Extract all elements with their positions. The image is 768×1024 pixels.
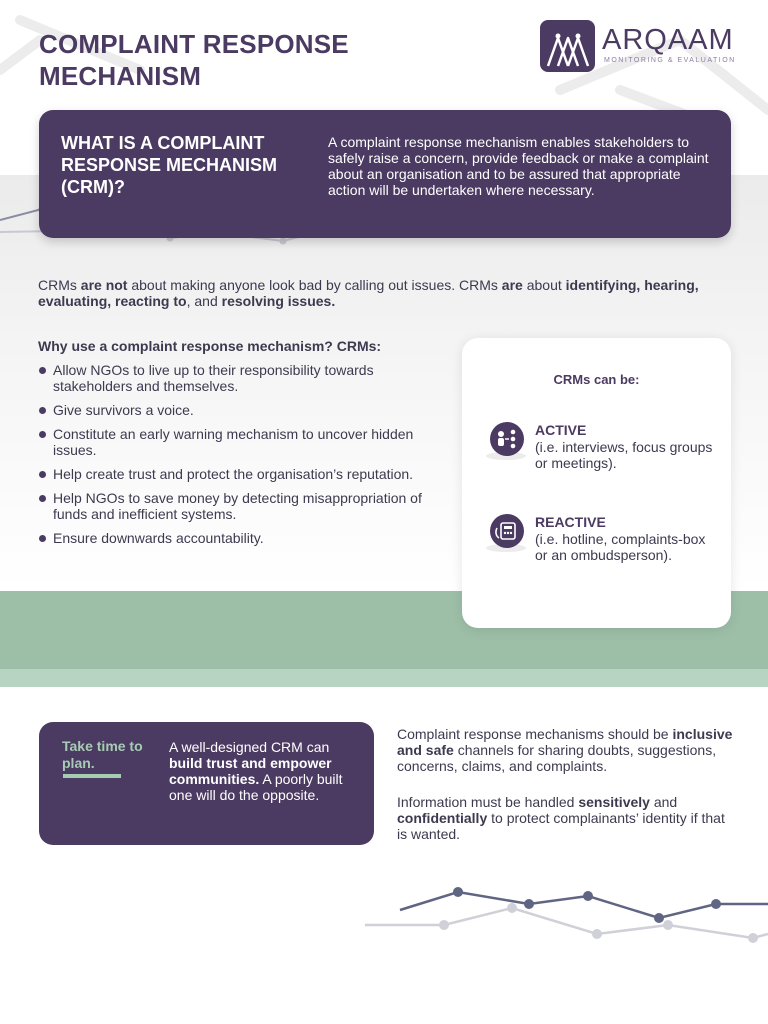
definition-box xyxy=(39,110,731,238)
intro-bold-3: identifying, hearing, evaluating, reacting to xyxy=(38,277,699,309)
plan-bold: build trust and empower communities. xyxy=(169,755,332,787)
list-item: Help NGOs to save money by detecting misappropriation of funds and inefficient systems. xyxy=(38,490,428,522)
intro-bold-1: are not xyxy=(80,277,128,293)
intro-text-1: CRMs xyxy=(38,277,81,293)
handling-text-2: and xyxy=(649,794,678,810)
intro-bold-4: resolving issues. xyxy=(221,293,336,309)
hotline-glyph xyxy=(490,514,524,548)
plan-underline xyxy=(63,774,121,778)
handling-paragraph xyxy=(397,794,737,842)
logo-triangles-icon xyxy=(540,20,595,72)
reactive-title: REACTIVE xyxy=(535,514,606,530)
intro-text-3: about xyxy=(522,277,566,293)
crm-types-heading: CRMs can be: xyxy=(553,372,640,387)
logo-tagline: MONITORING & EVALUATION xyxy=(604,57,736,64)
handling-bold-2: confidentially xyxy=(397,810,488,826)
list-item: Give survivors a voice. xyxy=(38,402,428,418)
intro-bold-2: are xyxy=(501,277,523,293)
crm-types-card xyxy=(462,338,731,628)
plan-box xyxy=(39,722,374,845)
list-item: Ensure downwards accountability. xyxy=(38,530,428,546)
plan-text-2: A poorly built one will do the opposite. xyxy=(169,771,343,803)
list-item: Help create trust and protect the organisation’s reputation. xyxy=(38,466,428,482)
handling-text-3: to protect complainants’ identity if that is wanted. xyxy=(397,810,725,842)
plan-tag: Take time to plan. xyxy=(62,738,143,771)
plan-text-1: A well-designed CRM can xyxy=(169,739,330,755)
definition-question: WHAT IS A COMPLAINT RESPONSE MECHANISM (CRM)? xyxy=(61,133,278,197)
page-title: COMPLAINT RESPONSE MECHANISM xyxy=(39,29,349,91)
why-list xyxy=(38,362,428,554)
active-description: (i.e. interviews, focus groups or meetings). xyxy=(535,439,713,471)
why-heading: Why use a complaint response mechanism? CRMs: xyxy=(38,338,382,354)
intro-text-4: , and xyxy=(186,293,222,309)
people-meeting-icon xyxy=(490,422,524,456)
logo-mark xyxy=(540,20,595,72)
channels-paragraph xyxy=(397,726,737,774)
intro-paragraph xyxy=(38,277,728,309)
reactive-description: (i.e. hotline, complaints-box or an ombudsperson). xyxy=(535,531,706,563)
channels-text-1: Complaint response mechanisms should be xyxy=(397,726,673,742)
hotline-icon xyxy=(490,514,524,548)
people-meeting-glyph xyxy=(490,422,524,456)
arqaam-logo xyxy=(540,20,740,74)
handling-text-1: Information must be handled xyxy=(397,794,579,810)
channels-text-2: channels for sharing doubts, suggestions, concerns, claims, and complaints. xyxy=(397,742,717,774)
list-item: Constitute an early warning mechanism to uncover hidden issues. xyxy=(38,426,428,458)
logo-wordmark: ARQAAM xyxy=(602,24,734,56)
definition-text: A complaint response mechanism enables stakeholders to safely raise a concern, provide feedback or make a complaint about an organisation and to be assured that appropriate action will be undertaken where necessary. xyxy=(328,134,709,198)
plan-text xyxy=(169,739,359,803)
handling-bold-1: sensitively xyxy=(578,794,650,810)
active-title: ACTIVE xyxy=(535,422,587,438)
intro-text-2: about making anyone look bad by calling out issues. CRMs xyxy=(127,277,502,293)
list-item: Allow NGOs to live up to their responsibility towards stakeholders and themselves. xyxy=(38,362,428,394)
channels-bold: inclusive and safe xyxy=(397,726,733,758)
